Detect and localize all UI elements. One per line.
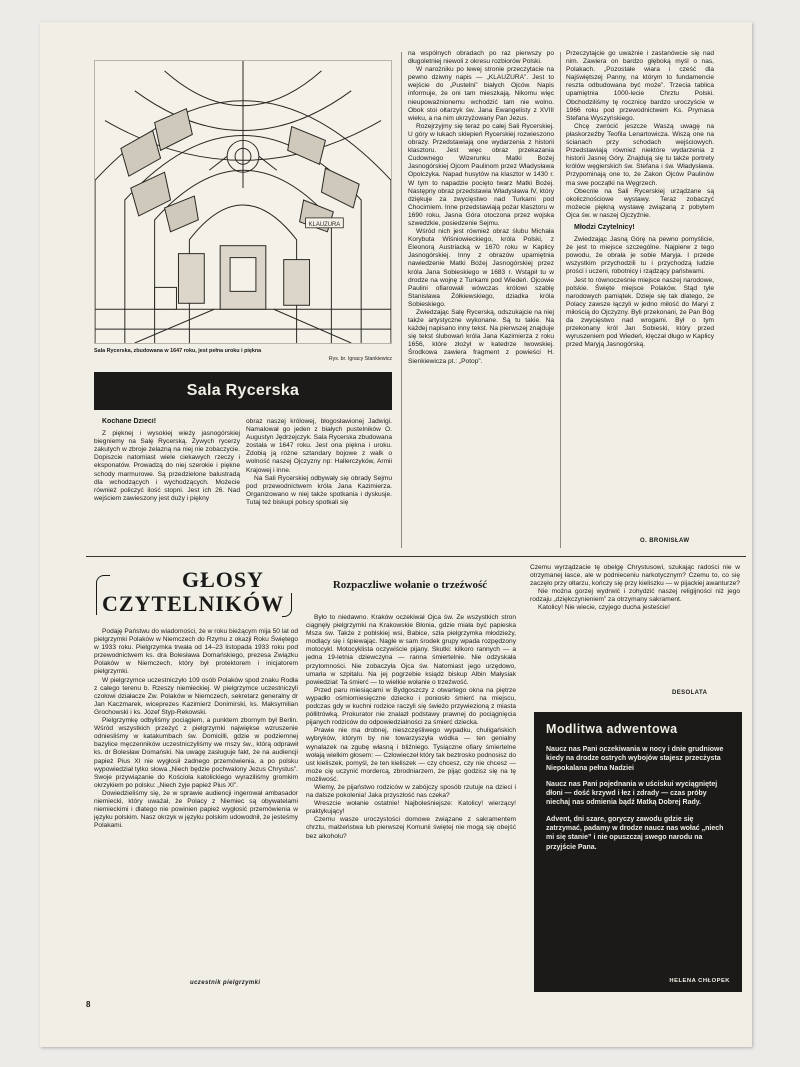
- paragraph: Było to niedawno. Kraków oczekiwał Ojca św. Ze wszystkich stron ciągnęły pielgrzymki na Krakowskie Błonia, gdzie miała być papieska Msza św. Także z poblskiej wsi, Babice, szła pielgrzymka młodzieży, modlący się i śpiewając. Nagle w sam środek grupy wpada rozpędzony motocykl. Motocyklista oczywiście pijany. Skutki: kilkoro rannych — a jedna 19-letnia dziewczyna — ranna śmiertelnie. Nie odzyskała przytomności. Nie zobaczyła Ojca św. Natomiast jego urzędowo, umarła w szpitalu. Na jej pogrzebie ksiądz biskup Albin Małysiak powiedział: Ta śmierć — to wielkie wołanie o trzeźwość.: [306, 614, 516, 686]
- klauzura-sign: KLAUZURA: [308, 221, 341, 228]
- paragraph: Dowiedzieliśmy się, że w sprawie audiencji ingerował ambasador niemiecki, który uważał, że Polacy z Niemiec są obywatelami niemieckimi i dlatego nie powinien papież wygłosić przemówienia w języku polskim. Nasz okrzyk w języku polskim udowodnił, że jesteśmy Polakami.: [94, 789, 298, 830]
- subhead: Młodzi Czytelnicy!: [574, 223, 635, 231]
- section-heading: [92, 567, 292, 623]
- paragraph: Czemu wasze uroczystości domowe związane z sakramentem chrztu, małżeństwa lub pierwszej Komunii świętej nie mogą się obejść bez alkoholu?: [306, 816, 516, 840]
- paragraph: Zwiedzając Salę Rycerską, odszukajcie na niej także artystyczne wykonane. Są tu takie. Na każdej napisano inny tekst. Na pierwszej znajduje się tekst ślubowań króla Jana Kazimierza z roku 1656, które złożył w katedrze lwowskiej. Środkowa zawiera fragment z powieści H. Sienkiewicza pt.: „Potop”.: [408, 309, 554, 365]
- letter2-column: [306, 614, 516, 1014]
- paragraph: Zwiedzając Jasną Górę na pewno pomyślicie, że jest to miejsce szczególne. Najpierw z tego powodu, że obrała je sobie Maryja. I przede wszystkim przychodzili tu i przychodzą ludzie prości i uczeni, robotnicy i rządzący państwami.: [566, 236, 714, 276]
- article1-col1: [94, 418, 240, 550]
- paragraph: Przed paru miesiącami w Bydgoszczy z otwartego okna na piętrze wypadło ośmiomiesięczne dziecko i poniosło śmierć na miejscu, podczas gdy w kuchni rodzice raczyli się świeżo przywiezioną z miasta półlitrówką. Prokurator nie znalazł podstawy prawnej do pociągnięcia pijanych rodziców do odpowiedzialności za śmierć dziecka.: [306, 686, 516, 727]
- letter2-author: DESOLATA: [672, 690, 708, 696]
- prayer-stanza: Naucz nas Pani pojednania w uściskui wyciągniętej dłoni — dość krzywd i łez i zdrady — czas próby niechaj nas odmienia bądź Matką Dobrej Rady.: [546, 780, 718, 807]
- prayer-stanza: Naucz nas Pani oczekiwania w nocy i dnie grudniowe kiedy na drodze ostrych wybojów stajesz przecżysta Niepokalana pełna Nadziei: [546, 746, 724, 772]
- article1-col4: [566, 50, 714, 534]
- article1-author: O. BRONISŁAW: [640, 538, 690, 544]
- article1-col2: [246, 418, 392, 550]
- paragraph: Na Sali Rycerskiej odbywały się obrady Sejmu pod przewodnictwem króla Jana Kazimierza. Organizowano w niej także spotkania i dyskusje. Tutaj też biskupi polscy spotkali się: [246, 474, 392, 506]
- paragraph: Czemu wyrządzacie tę obelgę Chrystusowi, szukając radości nie w otrzymanej łasce, ale w podnieceniu narkotycznym? Czemu to, co się zaczęło przy ołtarzu, kończy się przy kieliszku — w pijackiej awanturze?: [530, 564, 740, 588]
- column-rule: [560, 52, 561, 548]
- paragraph: na wspólnych obradach po raz pierwszy po długoletniej niewoli z okresu rozbiorów Polski.: [408, 50, 554, 66]
- article1-col3: [408, 50, 554, 550]
- paragraph: Rozejrzyjmy się teraz po całej Sali Rycerskiej. U góry w łukach sklepień Rycerskiej rozwieszono obrazy. Przedstawiają one wydarzenia z historii klasztoru. Jest więc obraz przekazania Cudownego Wizerunku Matki Bożej Jasnogórskiej Ojcom Paulinom przez Władysława Opolczyka. Napad husytów na klasztor w 1430 r. W tym to napadzie pocięto twarz Matki Bożej. Następny obraz przedstawia Władysława IV, który dziękuje za zwycięstwo nad Turkami pod Chocimiem. Inne przedstawiają pożar klasztoru w 1690 roku, Jasna Góra otoczona przez wojska szwedzkie, posiedzenie Sejmu.: [408, 122, 554, 227]
- paragraph: Podaję Państwu do wiadomości, że w roku bieżącym mija 50 lat od pielgrzymki Polaków w Niemczech do Rzymu z okazji Roku Świętego w 1933 roku. Pielgrzymka trwała od 14–23 listopada 1933 roku pod przewodnictwem ks. dra Bolesława Domańskiego, prezesa Związku Polaków w Niemczech, który był protektorem i inicjatorem pielgrzymki.: [94, 628, 298, 676]
- paragraph: Pielgrzymkę odbyliśmy pociągiem, a punktem zbornym był Berlin. Wśród wszystkich przeżyć z pielgrzymki najwiękse wzruszenie odniesliśmy w katakumbach św. Domicilli, gdzie w podziemnej bazylice męczenników uczestniczyliśmy we mszy św., którą odprawił ks. dr Bolesław Domański. Na uwagę zasługuje fakt, że na audiencji papież Pius XI nie wygłosił żadnego przemówienia, a po polsku wypowiedział tylko słowa „Niech będzie pochwalony Jezus Chrystus”. Swoje przywiązanie do Kościoła katolickiego wyraziliśmy gromkim okrzykiem po polsku: „Niech żyje papież Pius XI”.: [94, 717, 298, 789]
- article-title: Sala Rycerska: [94, 372, 392, 410]
- section-divider: [86, 556, 746, 557]
- letter2-title: Rozpaczliwe wołanie o trzeźwość: [332, 579, 488, 591]
- hall-drawing: [95, 61, 391, 343]
- paragraph: obraz naszej królowej, błogosławionej Jadwigi. Namalował go jeden z białych pustelników O. Augustyn Jędrzejczyk. Sala Rycerska zbudowana została w 1647 roku. Jest ona piękna i uroku. Zdobią ją różne sztandary bojowe z walk o wolność naszej Ojczyzny np: Hallerczyków, Armii Krajowej i inne.: [246, 418, 392, 474]
- page-number: 8: [86, 1000, 91, 1009]
- letter1-author: uczestnik pielgrzymki: [190, 980, 261, 986]
- prayer-stanza: Advent, dni szare, goryczy zawodu gdzie się zatrzymać, padamy w drodze naucz nas wołać „niech mi się stanie” i nie opuszczaj swego narodu na przyjście Pana.: [546, 815, 724, 851]
- paragraph: Z pięknej i wysokiej wieży jasnogórskiej biegniemy na Salę Rycerską. Żywych rycerzy zakutych w zbroje żelazną na niej nie zobaczycie. Dopiszcie natomiast wiele ciekawych rzeczy i eksponatów. Prowadzą do niej szerokie i piękne schody marmurowe. Są przedzielone balustradą dla wchodzących i wychodzących. Możecie również policzyć ilość stopni. Jest ich 26. Nad wejściem zawieszony jest duży i piękny: [94, 430, 240, 502]
- paragraph: Katolicy! Nie wiecie, czyjego ducha jesteście!: [538, 604, 670, 612]
- paragraph: W narożniku po lewej stronie przeczytacie na pewno dziwny napis — „KLAUZURA”. Jest to wejście do „Pustelni” białych Ojców. Napis informuje, że oni tam mieszkają. Nikomu więc nieupoważnionemu wchodzić tam nie wolno. Obok stoi ołtarzyk św. Jana Ewangelisty z XVIII wieku, a na nim ukrzyżowany Pan Jezus.: [408, 66, 554, 122]
- magazine-page: [40, 22, 752, 1047]
- prayer-box: [534, 712, 742, 992]
- paragraph: Wśród nich jest również obraz ślubu Michała Korybuta Wiśniowieckiego, króla Polski, z Eleonorą Austriacką w 1670 roku w Kaplicy Jasnogórskiej. Inny z obrazów upamiętnia nawiedzenie Matki Bożej Jasnogórskiej przez króla Jana Sobieskiego w 1683 r. Wstąpił tu w drodze na wojnę z Turkami pod Wiedeń. Ojcowie Paulini ofiarowali wówczas królowi szablę Stanisława Żółkiewskiego, dziadka króla Sobieskiego.: [408, 228, 554, 308]
- letter2-continuation: [530, 564, 740, 682]
- prayer-title: Modlitwa adwentowa: [546, 722, 678, 736]
- paragraph: W pielgrzymce uczestniczyło 109 osób Polaków spod znaku Rodła z całego terenu b. Rzeszy niemieckiej. W pielgrzymce uczestniczyli czołowi działacze Zw. Polaków w Niemczech, sekretarz generalny dr Jan Kaczmarek, wiceprezes Kazimierz Donimirski, ks. Maksymilian Grochowski i ks. Józef Styp-Rekowski.: [94, 676, 298, 716]
- letter1-column: [94, 628, 298, 988]
- prayer-author: HELENA CHŁOPEK: [669, 978, 730, 984]
- section-heading-line1: GŁOSY: [182, 567, 265, 592]
- paragraph: Obecnie na Sali Rycerskiej urządzane są okolicznościowe wystawy. Teraz zobaczyć możecie piękną wystawę związaną z pobytem Ojca św. w naszej Ojczyźnie.: [566, 187, 714, 219]
- paragraph: Wreszcie wołanie ostatnie! Najboleśniejsze: Katolicy! wierzący! praktykujący!: [306, 800, 516, 816]
- paragraph: Wiemy, że pijaństwo rodziców w zabójczy sposób rzutuje na dzieci i na dalsze pokolenia! Jaka przyszłość nas czeka?: [306, 783, 516, 800]
- column-rule: [401, 52, 402, 548]
- illustration-caption: Sala Rycerska, zbudowana w 1647 roku, jest pełna uroku i piękna: [94, 348, 262, 354]
- illustration-knights-hall: [94, 60, 392, 344]
- paragraph: Nie można gorzej wydrwić i zohydzić naszej religijności niż jego rodzaju „dziękczynieniem” za otrzymany sakrament.: [530, 588, 740, 604]
- section-heading-line2: CZYTELNIKÓW: [102, 591, 285, 616]
- paragraph: Prawie nie ma drobnej, nieszczęśliwego wypadku, chuligańskich wybryków, którym by nie towarzyszyła wódka — ten genialny wynalazek na zgubę własną i bliźniego. Tysiączne ofiary śmiertelne wołają wielkim głosem: — Człowieczeł który tak beztrosko podnosisz do ust kieliszek, pomyśl, że ten kieliszek — czy chcesz, czy nie chcesz — może cię uczynić mordercą, zbrodniarzem, że pijąc godzisz się na tę możliwość.: [306, 727, 516, 783]
- paragraph: Przeczytajcie go uważnie i zastanówcie się nad nim. Zawiera on bardzo głęboką myśl o nas, Polakach. „Pozostałe wiara i cześć dla Najświętszej Panny, na którym to fundamencie reszta odbudowana być może”. Trzecia tablica upamiętnia 1000-lecie Chrztu Polski. Obchodziliśmy tę rocznicę bardzo uroczyście w 1966 roku pod przewodnictwem Ks. Prymasa Stefana Wyszyńskiego.: [566, 50, 714, 122]
- illustration-credit: Rys. br. Ignacy Stankiewicz: [328, 356, 392, 362]
- paragraph: Chcę zwrócić jeszcze Waszą uwagę na płaskorzeźby Teofila Lenartowicza. Wiszą one na ścianach przy schodach wejściowych. Przedstawiają również niektóre wydarzenia z historii Jasnej Góry. Znajdują się tu także portrety królów węgierskich św. Stefana i św. Władysława. Przypominają one to, że Zakon Ojców Paulinów ma swe początki na Węgrzech.: [566, 122, 714, 187]
- greeting: Kochane Dzieci!: [102, 418, 157, 425]
- paragraph: Jest to równocześnie miejsce naszej narodowe, polskie. Święte miejsce Polaków. Stąd tyle narodowych pamiątek. Dzieje się tak dlatego, że Polacy zawsze łączyli w jedno miłość do Maryi z miłością do Ojczyzny. Byli przekonani, że Pan Bóg da zwycięstwo nad wrogami. Był o tym przekonany król Jan Sobieski, który przed wyruszeniem pod Wiedeń, klęczał długo w Kaplicy przed Maryją Jasnogórską.: [566, 276, 714, 349]
